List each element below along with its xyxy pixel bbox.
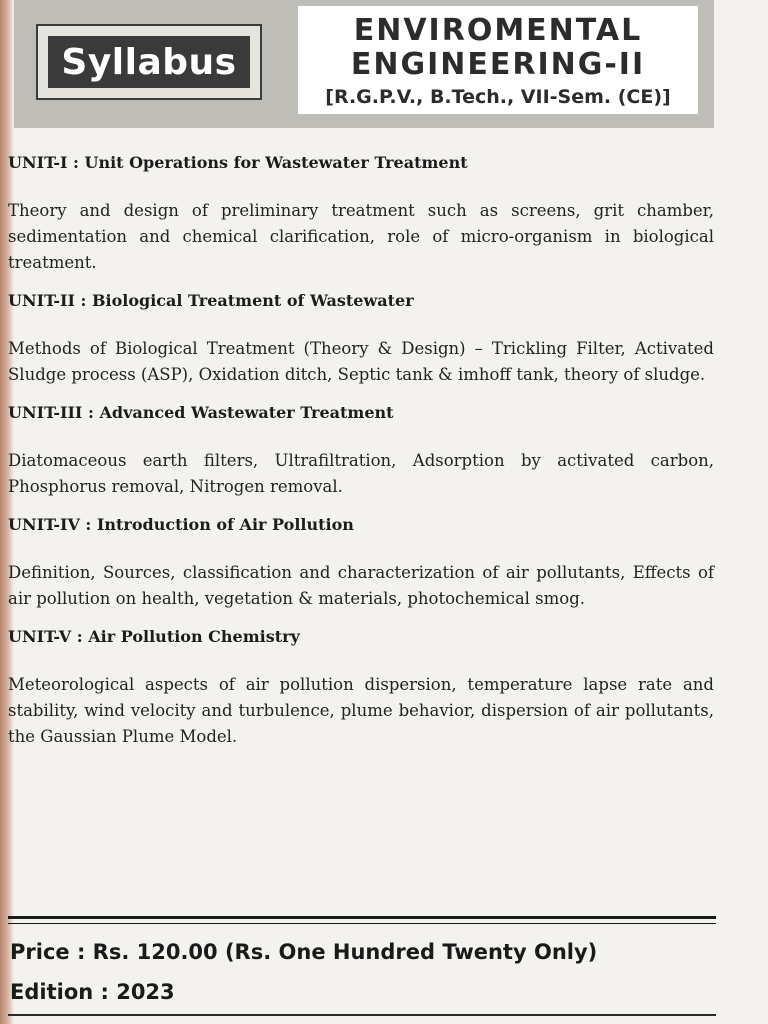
syllabus-badge-inner (48, 36, 250, 88)
unit-5 (8, 626, 714, 750)
unit-body: Meteorological aspects of air pollution dispersion, temperature lapse rate and stability, wind velocity and turbulence, plume behavior, dispersion of air pollutants, the Gaussian Plume Model. (8, 675, 714, 746)
syllabus-badge (36, 24, 262, 100)
price-line: Price : Rs. 120.00 (Rs. One Hundred Twenty Only) (10, 940, 598, 964)
syllabus-label: Syllabus (61, 41, 237, 83)
unit-heading: UNIT-III : Advanced Wastewater Treatment (8, 403, 394, 422)
syllabus-content (8, 152, 714, 764)
edition-line: Edition : 2023 (10, 980, 175, 1004)
title-box (298, 6, 698, 114)
unit-body: Theory and design of preliminary treatment such as screens, grit chamber, sedimentation and chemical clarification, role of micro-organism in biological treatment. (8, 201, 714, 272)
unit-heading: UNIT-I : Unit Operations for Wastewater Treatment (8, 153, 468, 172)
footer-divider (8, 916, 716, 924)
unit-body: Methods of Biological Treatment (Theory & Design) – Trickling Filter, Activated Sludge process (ASP), Oxidation ditch, Septic tank & imhoff tank, theory of sludge. (8, 339, 714, 384)
unit-4 (8, 514, 714, 612)
unit-2 (8, 290, 714, 388)
footer-bottom-rule (8, 1014, 716, 1016)
book-title-line-2: ENGINEERING-II (350, 47, 646, 82)
book-title-line-1: ENVIROMENTAL (353, 13, 643, 48)
unit-1 (8, 152, 714, 276)
unit-heading: UNIT-II : Biological Treatment of Wastewater (8, 291, 414, 310)
unit-3 (8, 402, 714, 500)
unit-body: Definition, Sources, classification and characterization of air pollutants, Effects of air pollution on health, vegetation & materials, photochemical smog. (8, 563, 714, 608)
unit-body: Diatomaceous earth filters, Ultrafiltration, Adsorption by activated carbon, Phosphorus removal, Nitrogen removal. (8, 451, 714, 496)
unit-heading: UNIT-IV : Introduction of Air Pollution (8, 515, 354, 534)
book-subtitle: [R.G.P.V., B.Tech., VII-Sem. (CE)] (325, 86, 671, 108)
unit-heading: UNIT-V : Air Pollution Chemistry (8, 627, 300, 646)
